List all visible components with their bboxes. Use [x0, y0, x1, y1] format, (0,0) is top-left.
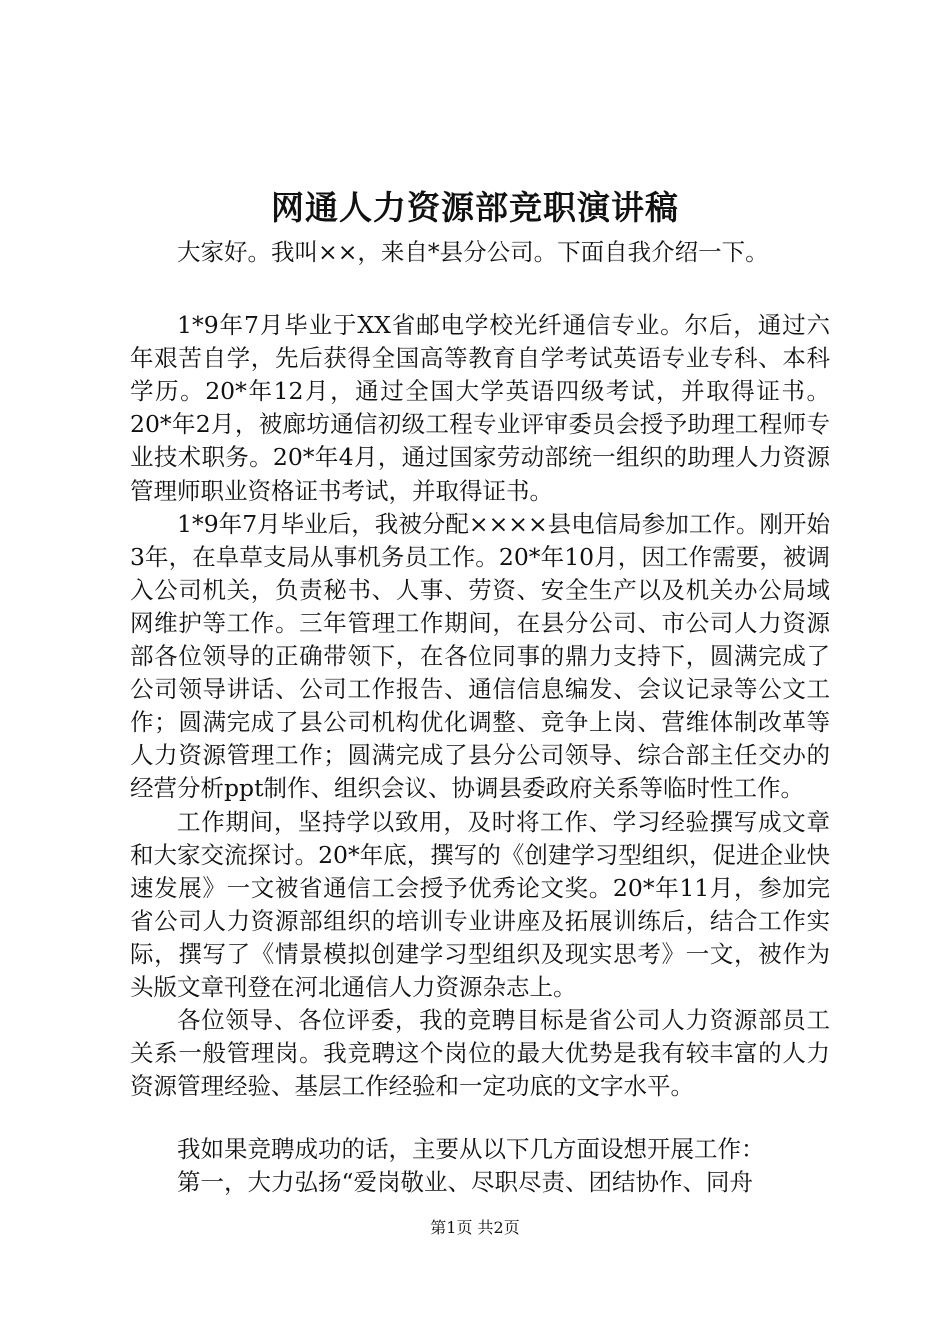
document-title: 网通人力资源部竞职演讲稿 — [271, 188, 679, 227]
paragraph-education: 1*9年7月毕业于XX省邮电学校光纤通信专业。尔后，通过六年艰苦自学，先后获得全国高等教育自学考试英语专业专科、本科学历。20*年12月，通过全国大学英语四级考试，并取得证书。20*年2月，被廊坊通信初级工程专业评审委员会授予助理工程师专业技术职务。20*年4月，通过国家劳动部统一组织的助理人力资源管理师职业资格证书考试，并取得证书。 — [130, 311, 830, 505]
paragraph-spacer — [130, 269, 830, 309]
paragraph-greeting: 大家好。我叫××，来自*县分公司。下面自我介绍一下。 — [177, 238, 769, 266]
paragraph-work-history: 1*9年7月毕业后，我被分配××××县电信局参加工作。刚开始3年，在阜草支局从事机务员工作。20*年10月，因工作需要，被调入公司机关，负责秘书、人事、劳资、安全生产以及机关办公局域网维护等工作。三年管理工作期间，在县分公司、市公司人力资源部各位领导的正确带领下，在各位同事的鼎力支持下，圆满完成了公司领导讲话、公司工作报告、通信信息编发、会议记录等公文工作；圆满完成了县公司机构优化调整、竞争上岗、营维体制改革等人力资源管理工作；圆满完成了县分公司领导、综合部主任交办的经营分析ppt制作、组织会议、协调县委政府关系等临时性工作。 — [130, 509, 830, 803]
paragraph-plan-first: 第一，大力弘扬“爱岗敬业、尽职尽责、团结协作、同舟 — [177, 1168, 754, 1197]
paragraph-application-goal: 各位领导、各位评委，我的竞聘目标是省公司人力资源部员工关系一般管理岗。我竞聘这个岗位的最大优势是我有较丰富的人力资源管理经验、基层工作经验和一定功底的文字水平。 — [130, 1006, 830, 1101]
paragraph-plan-intro: 我如果竞聘成功的话，主要从以下几方面设想开展工作： — [177, 1135, 765, 1164]
paragraph-writing-achievements: 工作期间，坚持学以致用，及时将工作、学习经验撰写成文章和大家交流探讨。20*年底，撰写的《创建学习型组织，促进企业快速发展》一文被省通信工会授予优秀论文奖。20*年11月，参加完省公司人力资源部组织的培训专业讲座及拓展训练后，结合工作实际，撰写了《情景模拟创建学习型组织及现实思考》一文，被作为头版文章刊登在河北通信人力资源杂志上。 — [130, 807, 830, 1001]
page-footer: 第1页 共2页 — [430, 1218, 520, 1237]
document-body — [130, 236, 830, 1200]
paragraph-spacer — [130, 1103, 830, 1133]
